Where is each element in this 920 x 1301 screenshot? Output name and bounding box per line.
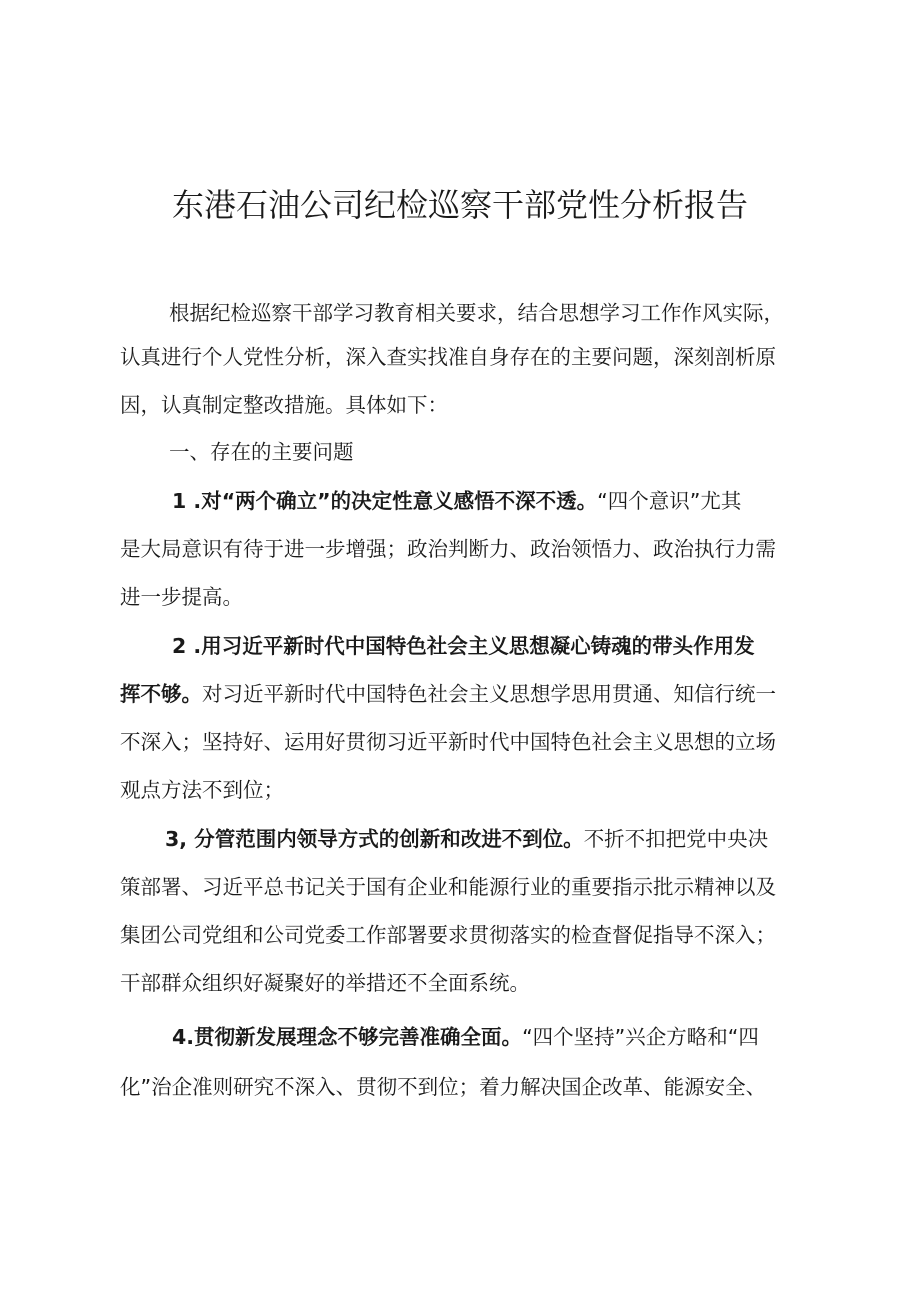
- item-4-heading: 4.贯彻新发展理念不够完善准确全面。: [172, 1025, 523, 1049]
- item-2-line-4: 观点方法不到位；: [120, 778, 284, 802]
- item-2-line-1: [172, 631, 755, 661]
- item-3-line-2: 策部署、习近平总书记关于国有企业和能源行业的重要指示批示精神以及: [120, 875, 776, 899]
- item-2-heading-part-2: 挥不够。: [120, 682, 202, 706]
- item-1-heading: 1 .对“两个确立”的决定性意义感悟不深不透。: [172, 489, 598, 513]
- item-3-line-4: 干部群众组织好凝聚好的举措还不全面系统。: [120, 971, 530, 995]
- item-4-text: “四个坚持”兴企方略和“四: [522, 1025, 759, 1049]
- section-heading-problems: 一、存在的主要问题: [169, 440, 354, 464]
- item-1-text: “四个意识”尤其: [597, 489, 742, 513]
- item-1-line-2: 是大局意识有待于进一步增强；政治判断力、政治领悟力、政治执行力需: [120, 537, 776, 561]
- item-3-line-1: [165, 824, 768, 854]
- item-2-text: 对习近平新时代中国特色社会主义思想学思用贯通、知信行统一: [202, 682, 776, 706]
- item-2-line-3: 不深入；坚持好、运用好贯彻习近平新时代中国特色社会主义思想的立场: [120, 730, 776, 754]
- intro-line-1: 根据纪检巡察干部学习教育相关要求，结合思想学习工作作风实际，: [169, 301, 784, 325]
- intro-line-2: 认真进行个人党性分析，深入查实找准自身存在的主要问题，深刻剖析原: [120, 345, 776, 369]
- item-4-line-2: 化”治企准则研究不深入、贯彻不到位；着力解决国企改革、能源安全、: [120, 1075, 767, 1099]
- document-title: 东港石油公司纪检巡察干部党性分析报告: [171, 186, 748, 224]
- item-2-heading-part-1: 2 .用习近平新时代中国特色社会主义思想凝心铸魂的带头作用发: [172, 634, 755, 658]
- item-4-line-1: [172, 1022, 759, 1052]
- item-1-line-1: [172, 486, 741, 516]
- item-3-heading: 3, 分管范围内领导方式的创新和改进不到位。: [165, 827, 584, 851]
- item-3-line-3: 集团公司党组和公司党委工作部署要求贯彻落实的检查督促指导不深入；: [120, 923, 776, 947]
- item-2-line-2: [120, 679, 776, 709]
- item-1-line-3: 进一步提高。: [120, 585, 243, 609]
- item-3-text: 不折不扣把党中央决: [583, 827, 769, 851]
- intro-line-3: 因，认真制定整改措施。具体如下：: [120, 393, 448, 417]
